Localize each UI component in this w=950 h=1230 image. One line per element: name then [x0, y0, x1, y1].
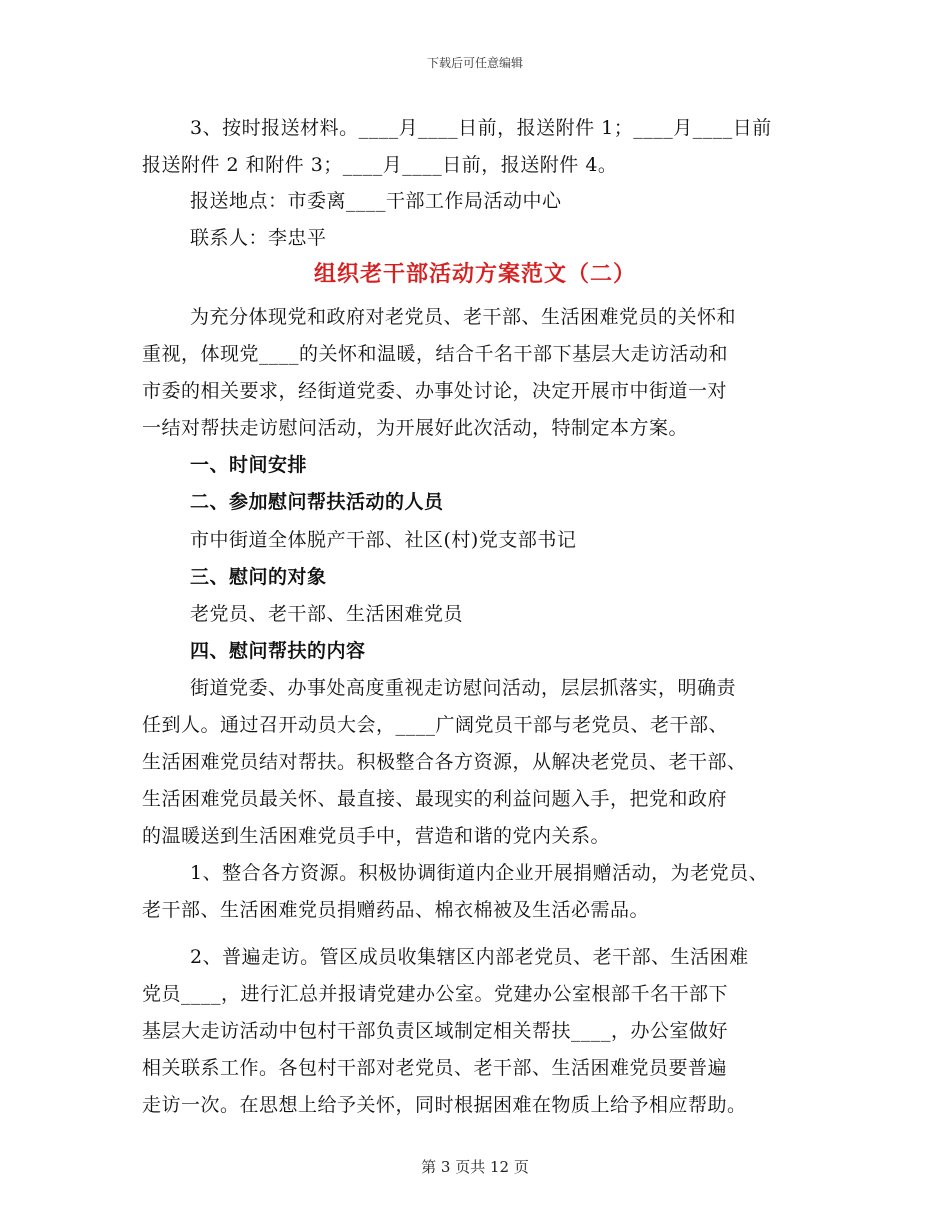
paragraph-line: 市中街道全体脱产干部、社区(村)党支部书记: [190, 529, 577, 551]
paragraph-line: 基层大走访活动中包村干部负责区域制定相关帮扶____，办公室做好: [142, 1020, 729, 1042]
paragraph-line: 老干部、生活困难党员捐赠药品、棉衣棉被及生活必需品。: [142, 899, 650, 921]
section-title: 组织老干部活动方案范文（二）: [313, 261, 636, 287]
heading-time-schedule: 一、时间安排: [190, 454, 308, 476]
paragraph-line: 重视，体现党____的关怀和温暖，结合千名干部下基层大走访活动和: [142, 343, 729, 365]
paragraph-line: 任到人。通过召开动员大会，____广阔党员干部与老党员、老干部、: [142, 714, 729, 736]
heading-targets: 三、慰问的对象: [190, 566, 327, 588]
paragraph-line: 相关联系工作。各包村干部对老党员、老干部、生活困难党员要普遍: [142, 1057, 728, 1079]
paragraph-line: 生活困难党员最关怀、最直接、最现实的利益问题入手，把党和政府: [142, 788, 728, 810]
page-footer: 第 3 页共 12 页: [421, 1158, 529, 1176]
paragraph-line: 市委的相关要求，经街道党委、办事处讨论，决定开展市中街道一对: [142, 380, 728, 402]
paragraph-line: 党员____，进行汇总并报请党建办公室。党建办公室根部千名干部下: [142, 983, 729, 1005]
heading-content: 四、慰问帮扶的内容: [190, 640, 366, 662]
paragraph-line: 报送附件 2 和附件 3；____月____日前，报送附件 4。: [142, 154, 618, 176]
paragraph-line: 3、按时报送材料。____月____日前，报送附件 1；____月____日前: [190, 117, 772, 139]
paragraph-line: 老党员、老干部、生活困难党员: [190, 603, 464, 625]
paragraph-line: 的温暖送到生活困难党员手中，营造和谐的党内关系。: [142, 825, 611, 847]
paragraph-line: 联系人：李忠平: [190, 227, 327, 249]
paragraph-line: 一结对帮扶走访慰问活动，为开展好此次活动，特制定本方案。: [142, 417, 689, 439]
paragraph-line: 报送地点：市委离____干部工作局活动中心: [190, 190, 562, 212]
heading-participants: 二、参加慰问帮扶活动的人员: [190, 491, 444, 513]
paragraph-line: 走访一次。在思想上给予关怀，同时根据困难在物质上给予相应帮助。: [142, 1094, 747, 1116]
paragraph-line: 2、普遍走访。管区成员收集辖区内部老党员、老干部、生活困难: [190, 946, 749, 968]
paragraph-line: 生活困难党员结对帮扶。积极整合各方资源，从解决老党员、老干部、: [142, 751, 747, 773]
paragraph-line: 1、整合各方资源。积极协调街道内企业开展捐赠活动，为老党员、: [190, 862, 769, 884]
paragraph-line: 街道党委、办事处高度重视走访慰问活动，层层抓落实，明确责: [190, 677, 737, 699]
page-header: 下载后可任意编辑: [426, 56, 523, 70]
paragraph-line: 为充分体现党和政府对老党员、老干部、生活困难党员的关怀和: [190, 306, 737, 328]
